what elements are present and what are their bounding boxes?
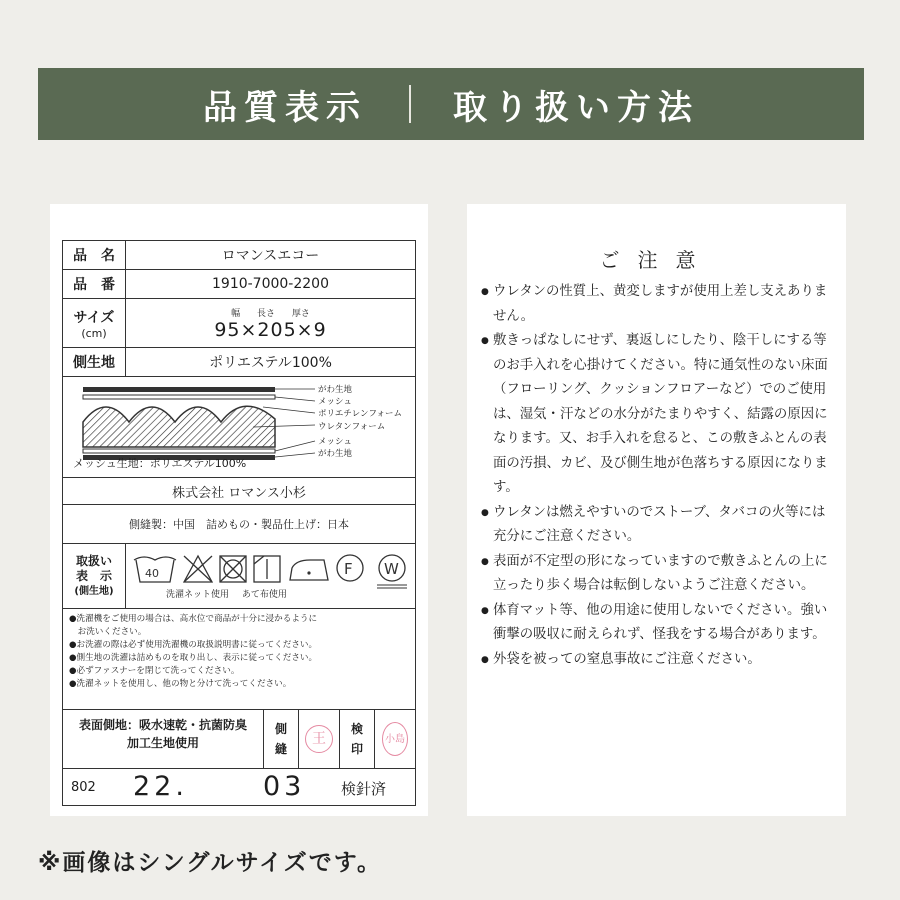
side-sewing-label-char: 縫 [274, 742, 287, 756]
size-dimension-labels: 幅 長さ 厚さ [231, 308, 310, 319]
inspection-label [340, 710, 375, 768]
surface-row [63, 710, 415, 769]
banner-title-care: 取り扱い方法 [453, 87, 699, 128]
layer-label: がわ生地 [318, 385, 353, 395]
washing-notes [63, 609, 415, 710]
wash-tub-icon [134, 557, 176, 582]
washing-note: ●洗濯ネットを使用し、他の物と分けて洗ってください。 [69, 679, 292, 689]
surface-text-line1: 表面側地：吸水速乾・抗菌防臭 [78, 718, 247, 732]
bullet-icon: ● [481, 507, 489, 518]
top-cover-layer [83, 387, 275, 392]
notice-item [481, 280, 833, 329]
side-fabric-header: 側生地 [63, 348, 126, 376]
notice-item-text: 表面が不定型の形になっていますので敷きふとんの上に立ったり歩く場合は転倒しないようご注意ください。 [493, 553, 828, 593]
no-tumble-dry-icon [220, 556, 246, 582]
side-sewing-label [264, 710, 299, 768]
notice-title: ご注意 [599, 248, 714, 272]
side-sewing-stamp-seal: 王 [305, 725, 333, 753]
quality-label-table [62, 240, 416, 806]
care-notice-card [467, 204, 846, 816]
size-row [63, 299, 415, 348]
product-number-value: 1910-7000-2200 [212, 276, 329, 292]
layer-label: ウレタンフォーム [318, 422, 386, 432]
inspection-stamp [375, 710, 415, 768]
inspection-label-char: 印 [350, 742, 363, 756]
bullet-icon: ● [481, 336, 489, 346]
size-value: 95×205×9 [214, 318, 327, 341]
care-header [63, 544, 126, 608]
care-header-line3: (側生地) [74, 585, 114, 597]
size-header-label: サイズ [73, 309, 115, 326]
company-row [63, 478, 415, 505]
dry-clean-f-letter: F [344, 560, 353, 578]
care-header-line2: 表 示 [75, 568, 112, 583]
size-value-cell [126, 299, 415, 347]
washing-note: ●お洗濯の際は必ず使用洗濯機の取扱説明書に従ってください。 [69, 640, 318, 650]
shade-line-dry-icon [254, 556, 280, 582]
wash-temperature: 40 [145, 567, 159, 580]
notice-item [481, 550, 833, 599]
surface-text-line2: 加工生地使用 [126, 736, 199, 750]
inspection-stamp-seal: 小島 [382, 722, 408, 756]
header-banner [38, 68, 864, 140]
urethane-foam-layer [83, 406, 275, 447]
notice-item [481, 648, 833, 673]
banner-divider [409, 85, 411, 123]
layer-label: メッシュ [318, 397, 352, 407]
size-header [63, 299, 126, 347]
bullet-icon: ● [481, 287, 489, 297]
no-bleach-icon [184, 556, 212, 582]
care-caption: 洗濯ネット使用 あて布使用 [166, 590, 287, 600]
wet-clean-w-icon [377, 555, 407, 588]
lot-year: 22. [133, 771, 188, 802]
notice-item [481, 501, 833, 550]
surface-text [63, 710, 264, 768]
product-name-row [63, 241, 415, 270]
layer-label: がわ生地 [318, 449, 353, 459]
lot-row [63, 769, 415, 805]
care-symbols [126, 544, 415, 608]
washing-note: ●側生地の洗濯は詰めものを取り出し、表示に従ってください。 [69, 653, 318, 663]
product-name-header: 品 名 [63, 241, 126, 269]
notice-item-text: 体育マット等、他の用途に使用しないでください。強い衝撃の吸収に耐えられず、怪我をする場合があります。 [493, 602, 828, 642]
origin-row [63, 505, 415, 544]
iron-low-icon [290, 560, 328, 580]
notice-item [481, 599, 833, 648]
bullet-icon: ● [481, 654, 489, 665]
notice-item [481, 329, 833, 501]
lot-month: 03 [263, 771, 306, 802]
side-sewing-stamp [299, 710, 340, 768]
washing-note: ●洗濯機をご使用の場合は、高水位で商品が十分に浸かるように [69, 614, 318, 624]
needle-check-text: 検針済 [341, 780, 387, 798]
origin-text: 側縫製：中国 詰めもの・製品仕上げ：日本 [129, 518, 349, 531]
mesh-fabric-text: メッシュ生地：ポリエステル100% [73, 457, 247, 470]
product-name-value: ロマンスエコー [221, 248, 320, 264]
layer-label: ポリエチレンフォーム [318, 409, 403, 419]
bullet-icon: ● [481, 605, 489, 616]
notice-item-text: 外袋を被っての窒息事故にご注意ください。 [493, 651, 761, 667]
wet-clean-w-letter: W [384, 560, 399, 578]
lot-code: 802 [71, 780, 96, 795]
side-fabric-row [63, 348, 415, 377]
care-header-line1: 取扱い [75, 553, 112, 568]
layer-diagram [63, 377, 415, 478]
notice-item-text: ウレタンは燃えやすいのでストーブ、タバコの火等には充分にご注意ください。 [493, 504, 826, 544]
notice-list [481, 280, 833, 672]
banner-title-quality: 品質表示 [203, 87, 367, 128]
washing-note: お洗いください。 [69, 627, 147, 637]
notice-item-text: ウレタンの性質上、黄変しますが使用上差し支えありません。 [493, 284, 828, 324]
notice-item-text: 敷きっぱなしにせず、裏返しにしたり、陰干しにする等のお手入れを心掛けてください。特に通気性のない床面（フローリング、クッションフロアーなど）でのご使用は、湿気・汗などの水分がたまりやすく、結露の原因になります。又、お手入れを怠ると、この敷きふとんの表面の汚損、カビ、及び側生地が色落ちする原因になります。 [493, 333, 828, 495]
washing-note: ●必ずファスナーを閉じて洗ってください。 [69, 666, 240, 676]
product-number-row [63, 270, 415, 299]
care-symbols-row [63, 544, 415, 609]
bullet-icon: ● [481, 556, 489, 567]
side-sewing-label-char: 側 [274, 722, 287, 736]
footnote: ※画像はシングルサイズです。 [38, 850, 382, 876]
company-name: 株式会社 ロマンス小杉 [172, 485, 306, 501]
care-symbol-strip [132, 548, 422, 592]
product-number-header: 品 番 [63, 270, 126, 298]
inspection-label-char: 検 [350, 722, 363, 736]
layer-label: メッシュ [318, 437, 352, 447]
quality-label-card [50, 204, 428, 816]
dry-clean-f-icon [337, 555, 363, 581]
side-fabric-value: ポリエステル100% [209, 355, 332, 371]
size-unit: (cm) [81, 326, 107, 340]
